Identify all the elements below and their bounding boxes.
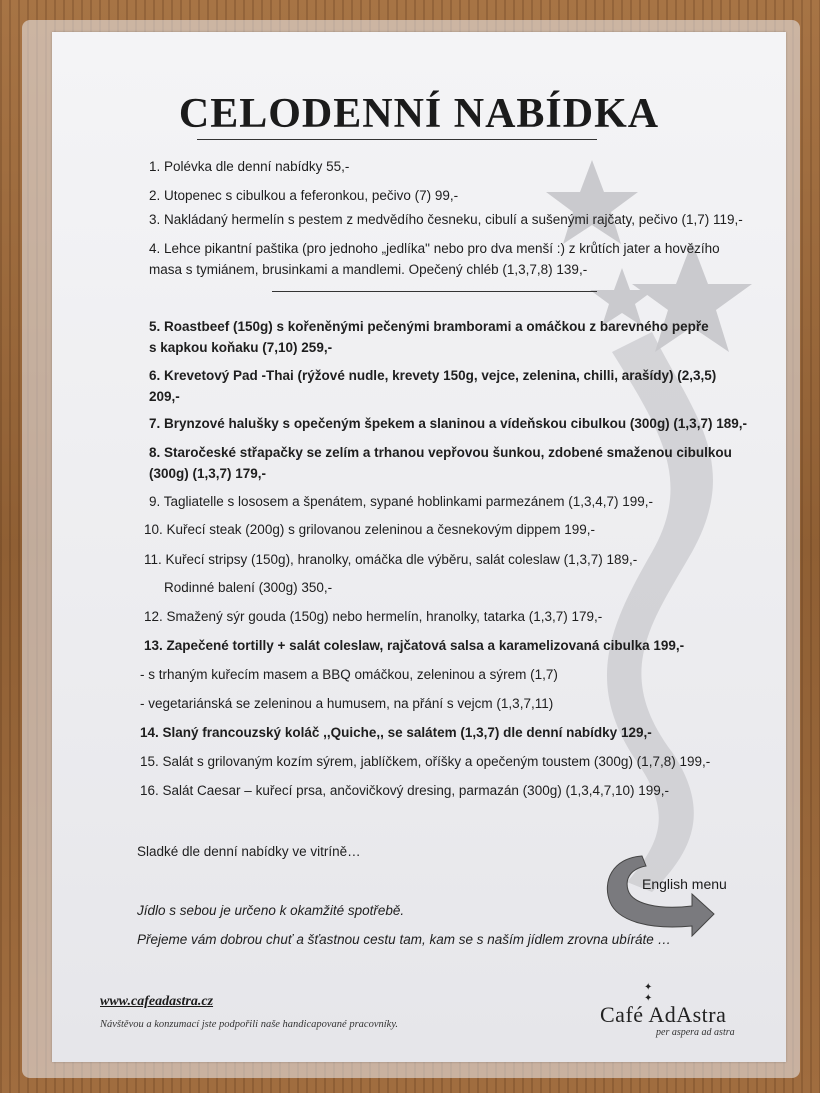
title-underline bbox=[197, 139, 597, 140]
menu-item: 5. Roastbeef (150g) s kořeněnými pečenými bramborami a omáčkou z barevného pepře bbox=[149, 319, 709, 334]
star-shape bbox=[546, 160, 638, 244]
menu-item: 6. Krevetový Pad -Thai (rýžové nudle, krevety 150g, vejce, zelenina, chilli, arašídy) (2,3,5) bbox=[149, 368, 717, 383]
logo-stars-icon: ✦ ✦ bbox=[644, 982, 653, 1004]
menu-item: 12. Smažený sýr gouda (150g) nebo hermelín, hranolky, tatarka (1,3,7) 179,- bbox=[144, 609, 603, 624]
english-menu-link[interactable] bbox=[602, 852, 742, 937]
english-menu-label: English menu bbox=[642, 876, 727, 892]
website-link[interactable]: www.cafeadastra.cz bbox=[100, 994, 214, 1009]
menu-item: 1. Polévka dle denní nabídky 55,- bbox=[149, 159, 350, 174]
section-divider bbox=[272, 291, 597, 292]
curved-arrow-icon bbox=[602, 852, 742, 937]
support-note: Návštěvou a konzumací jste podpořili naše handicapované pracovníky. bbox=[100, 1019, 399, 1030]
logo-tagline: per aspera ad astra bbox=[656, 1027, 735, 1038]
takeaway-note: Jídlo s sebou je určeno k okamžité spotřebě. bbox=[137, 903, 405, 918]
menu-item: 16. Salát Caesar – kuřecí prsa, ančovičkový dresing, parmazán (300g) (1,3,4,7,10) 199,- bbox=[140, 783, 670, 798]
menu-item: 4. Lehce pikantní paštika (pro jednoho „jedlíka" nebo pro dva menší :) z krůtích jater a hovězího bbox=[149, 241, 720, 256]
menu-subitem: Rodinné balení (300g) 350,- bbox=[164, 580, 333, 595]
menu-item: 3. Nakládaný hermelín s pestem z medvědího česneku, cibulí a sušenými rajčaty, pečivo (1,7) 119,- bbox=[149, 212, 743, 227]
menu-item: 7. Brynzové halušky s opečeným špekem a slaninou a vídeňskou cibulkou (300g) (1,3,7) 189,- bbox=[149, 416, 747, 431]
menu-item-cont: 209,- bbox=[149, 389, 180, 404]
menu-item: 13. Zapečené tortilly + salát coleslaw, rajčatová salsa a karamelizovaná cibulka 199,- bbox=[144, 638, 685, 653]
sweets-note: Sladké dle denní nabídky ve vitríně… bbox=[137, 844, 361, 859]
logo-name: Café AdAstra bbox=[600, 1002, 727, 1027]
page-title: CELODENNÍ NABÍDKA bbox=[178, 91, 660, 137]
menu-subitem: - vegetariánská se zeleninou a humusem, na přání s vejcm (1,3,7,11) bbox=[140, 696, 554, 711]
menu-item: 8. Staročeské střapačky se zelím a trhanou vepřovou šunkou, zdobené smaženou cibulkou bbox=[149, 445, 732, 460]
menu-item: 14. Slaný francouzský koláč ,,Quiche,, se salátem (1,3,7) dle denní nabídky 129,- bbox=[140, 725, 652, 740]
menu-item-cont: s kapkou koňaku (7,10) 259,- bbox=[149, 340, 333, 355]
wish-note: Přejeme vám dobrou chuť a šťastnou cestu tam, kam se s naším jídlem zrovna ubíráte … bbox=[137, 932, 672, 947]
menu-subitem: - s trhaným kuřecím masem a BBQ omáčkou, zeleninou a sýrem (1,7) bbox=[140, 667, 558, 682]
menu-item-cont: masa s tymiánem, brusinkami a mandlemi. Opečený chléb (1,3,7,8) 139,- bbox=[149, 262, 588, 277]
cafe-logo bbox=[600, 982, 760, 1044]
menu-item: 2. Utopenec s cibulkou a feferonkou, pečivo (7) 99,- bbox=[149, 188, 459, 203]
menu-sheet bbox=[52, 32, 786, 1062]
menu-item-cont: (300g) (1,3,7) 179,- bbox=[149, 466, 267, 481]
menu-item: 15. Salát s grilovaným kozím sýrem, jablíčkem, oříšky a opečeným toustem (300g) (1,7,8) 199,- bbox=[140, 754, 711, 769]
menu-item: 11. Kuřecí stripsy (150g), hranolky, omáčka dle výběru, salát coleslaw (1,3,7) 189,- bbox=[144, 552, 638, 567]
menu-item: 10. Kuřecí steak (200g) s grilovanou zeleninou a česnekovým dippem 199,- bbox=[144, 522, 596, 537]
menu-item: 9. Tagliatelle s lososem a špenátem, sypané hoblinkami parmezánem (1,3,4,7) 199,- bbox=[149, 494, 654, 509]
